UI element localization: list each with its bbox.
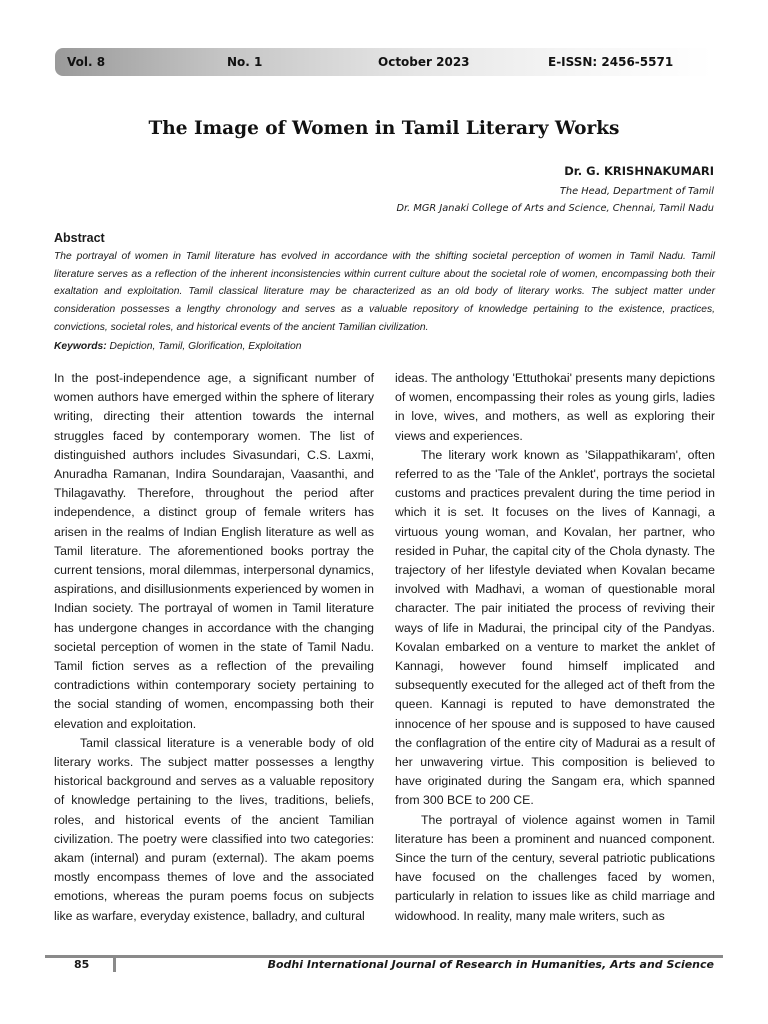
body-column-right bbox=[395, 369, 715, 926]
abstract-section bbox=[54, 231, 715, 356]
journal-name: Bodhi International Journal of Research in Humanities, Arts and Science bbox=[267, 958, 714, 971]
issn-label: E-ISSN: 2456-5571 bbox=[548, 55, 674, 69]
issue-number-label: No. 1 bbox=[227, 55, 263, 69]
keywords-label: Keywords: bbox=[54, 340, 107, 352]
body-paragraph: ideas. The anthology 'Ettuthokai' presents many depictions of women, encompassing their roles as young girls, ladies in love, wives, and mothers, as well as exploring their views and experiences. bbox=[395, 371, 715, 443]
article-title: The Image of Women in Tamil Literary Works bbox=[148, 118, 620, 139]
author-position: The Head, Department of Tamil bbox=[559, 186, 714, 197]
body-paragraph: Tamil classical literature is a venerable body of old literary works. The subject matter possesses a lengthy historical background and serves as a valuable repository of knowledge pertaining to the lives, traditions, beliefs, roles, and historical events of the ancient Tamilian civilization. The poetry were classified into two categories: akam (internal) and puram (external). The akam poems mostly encompass themes of love and the associated emotions, whereas the puram poems focus on subjects like as warfare, everyday existence, balladry, and cultural bbox=[54, 735, 374, 923]
issue-date-label: October 2023 bbox=[378, 55, 470, 69]
page-number: 85 bbox=[74, 958, 90, 971]
volume-label: Vol. 8 bbox=[67, 55, 106, 69]
author-institution: Dr. MGR Janaki College of Arts and Science, Chennai, Tamil Nadu bbox=[396, 203, 714, 214]
body-paragraph: The literary work known as 'Silappathikaram', often referred to as the 'Tale of the Anklet', portrays the societal customs and practices prevalent during the time period in which it is set. It focuses on the lives of Kannagi, a virtuous young woman, and Kovalan, her partner, who resided in Puhar, the capital city of the Chola dynasty. The trajectory of her lifestyle deviated when Kovalan became involved with Madhavi, a woman of questionable moral character. The pair initiated the process of reviving their ways of life in Madurai, the principal city of the Pandyas. Kovalan embarked on a venture to market the anklet of Kannagi, however found himself implicated and subsequently executed for the alleged act of theft from the queen. Kannagi is reputed to have demonstrated the innocence of her spouse and is supposed to have caused the conflagration of the entire city of Madurai as a result of her unwavering virtue. This composition is believed to have originated during the Sangam era, which spanned from 300 BCE to 200 CE. bbox=[395, 447, 715, 808]
body-column-left bbox=[54, 369, 374, 926]
keywords-line bbox=[54, 338, 715, 356]
author-block bbox=[396, 164, 714, 217]
abstract-text: The portrayal of women in Tamil literature has evolved in accordance with the shifting societal perception of women in Tamil Nadu. Tamil literature serves as a reflection of the inherent inconsistencies within current culture about the societal role of women, encompassing both their exaltation and exploitation. Tamil classical literature may be characterized as an old body of literary works. The subject matter under consideration possesses a lengthy chronology and serves as a valuable repository of knowledge pertaining to the existence, practices, convictions, societal roles, and historical events of the ancient Tamilian civilization. bbox=[54, 251, 715, 333]
author-name: Dr. G. KRISHNAKUMARI bbox=[564, 164, 714, 178]
keywords-list: Depiction, Tamil, Glorification, Exploitation bbox=[109, 340, 302, 352]
abstract-heading: Abstract bbox=[54, 231, 105, 245]
body-paragraph: In the post-independence age, a significant number of women authors have emerged within the sphere of literary writing, directing their attention towards the internal struggles faced by contemporary women. The list of distinguished authors includes Sivasundari, C.S. Laxmi, Anuradha Ramanan, Indira Soundarajan, Vaasanthi, and Thilagavathy. Therefore, throughout the period after independence, a distinct group of female writers has arisen in the realms of Indian English literature as well as Tamil literature. The aforementioned books portray the current tensions, moral dilemmas, interpersonal dynamics, aspirations, and disillusionments experienced by women in Indian society. The portrayal of women in Tamil literature has undergone changes in accordance with the changing societal perception of women in the state of Tamil Nadu. Tamil fiction serves as a reflection of the prevailing contradictions within contemporary society pertaining to the social standing of women, encompassing both their elevation and exploitation. bbox=[54, 371, 374, 731]
body-paragraph: The portrayal of violence against women in Tamil literature has been a prominent and nuanced component. Since the turn of the century, several patriotic publications have focused on the challenges faced by women, particularly in relation to issues like as child marriage and widowhood. In reality, many male writers, such as bbox=[395, 812, 715, 923]
footer-tick-divider bbox=[113, 958, 116, 972]
journal-header-bar bbox=[55, 48, 713, 76]
